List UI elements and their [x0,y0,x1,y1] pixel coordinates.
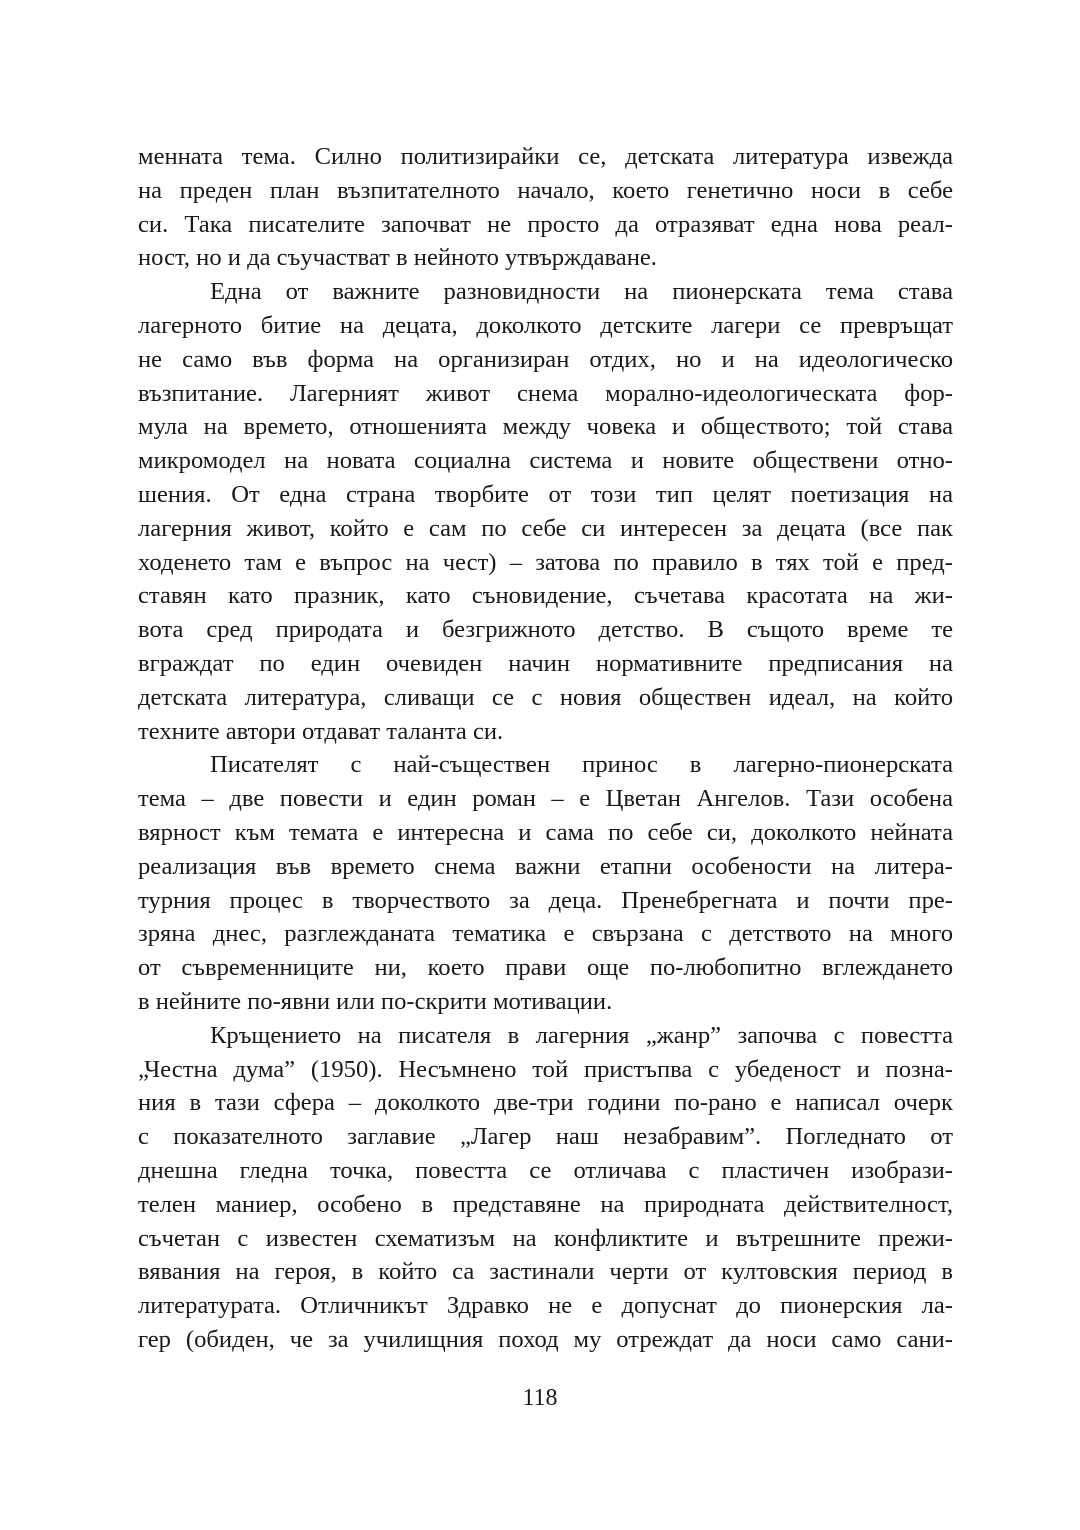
text-line: в нейните по-явни или по-скрити мотивации. [138,987,613,1015]
text-line: вявания на героя, в който са застинали черти от култовския период в [138,1258,953,1286]
text-line: Кръщението на писателя в лагерния „жанр” започва с повестта [210,1021,953,1049]
paragraph [138,275,953,748]
paragraph [138,140,953,275]
text-line: „Честна дума” (1950). Несъмнено той пристъпва с убеденост и позна- [138,1055,953,1083]
text-line: гер (обиден, че за училищния поход му отреждат да носи само сани- [138,1325,953,1353]
text-line: на преден план възпитателното начало, което генетично носи в себе [138,176,953,204]
text-line: шения. От една страна творбите от този тип целят поетизация на [138,480,953,508]
text-line: техните автори отдават таланта си. [138,717,504,745]
text-line: съчетан с известен схематизъм на конфликтите и вътрешните прежи- [138,1224,953,1252]
text-line: от съвременниците ни, което прави още по-любопитно вглеждането [138,954,953,982]
text-line: телен маниер, особено в представяне на природната действителност, [138,1190,953,1218]
text-line: ходенето там е въпрос на чест) – затова по правило в тях той е пред- [138,548,953,576]
text-line: лагерното битие на децата, доколкото детските лагери се превръщат [138,311,953,339]
text-line: с показателното заглавие „Лагер наш незабравим”. Погледнато от [138,1123,953,1151]
text-line: реализация във времето снема важни етапни особености на литера- [138,852,953,880]
text-line: зряна днес, разглежданата тематика е свързана с детството на много [138,920,953,948]
text-line: Писателят с най-съществен принос в лагерно-пионерската [210,751,953,779]
text-line: вграждат по един очевиден начин нормативните предписания на [138,649,953,677]
text-line: вота сред природата и безгрижното детство. В същото време те [138,616,953,644]
text-line: Една от важните разновидности на пионерската тема става [210,278,953,306]
text-line: днешна гледна точка, повестта се отличава с пластичен изобрази- [138,1156,953,1184]
text-line: турния процес в творчеството за деца. Пренебрегната и почти пре- [138,886,953,914]
text-line: мула на времето, отношенията между човека и обществото; той става [138,413,953,441]
text-line: възпитание. Лагерният живот снема морално-идеологическата фор- [138,379,953,407]
text-line: детската литература, сливащи се с новия обществен идеал, на който [138,683,953,711]
body-text [138,140,953,1357]
text-line: тема – две повести и един роман – е Цветан Ангелов. Тази особена [138,785,953,813]
text-line: ност, но и да съучастват в нейното утвърждаване. [138,244,657,272]
paragraph [138,748,953,1018]
text-line: не само във форма на организиран отдих, но и на идеологическо [138,345,953,373]
text-line: вярност към темата е интересна и сама по себе си, доколкото нейната [138,818,953,846]
text-line: ния в тази сфера – доколкото две-три години по-рано е написал очерк [138,1089,953,1117]
text-line: менната тема. Силно политизирайки се, детската литература извежда [138,143,953,170]
text-line: си. Така писателите започват не просто да отразяват една нова реал- [138,210,953,238]
text-line: лагерния живот, който е сам по себе си интересен за децата (все пак [138,514,953,542]
text-line: микромодел на новата социална система и новите обществени отно- [138,447,953,475]
paragraph [138,1019,953,1357]
page-number: 118 [522,1385,558,1411]
text-line: ставян като празник, като съновидение, съчетава красотата на жи- [138,582,953,610]
text-line: литературата. Отличникът Здравко не е допуснат до пионерския ла- [138,1292,953,1320]
